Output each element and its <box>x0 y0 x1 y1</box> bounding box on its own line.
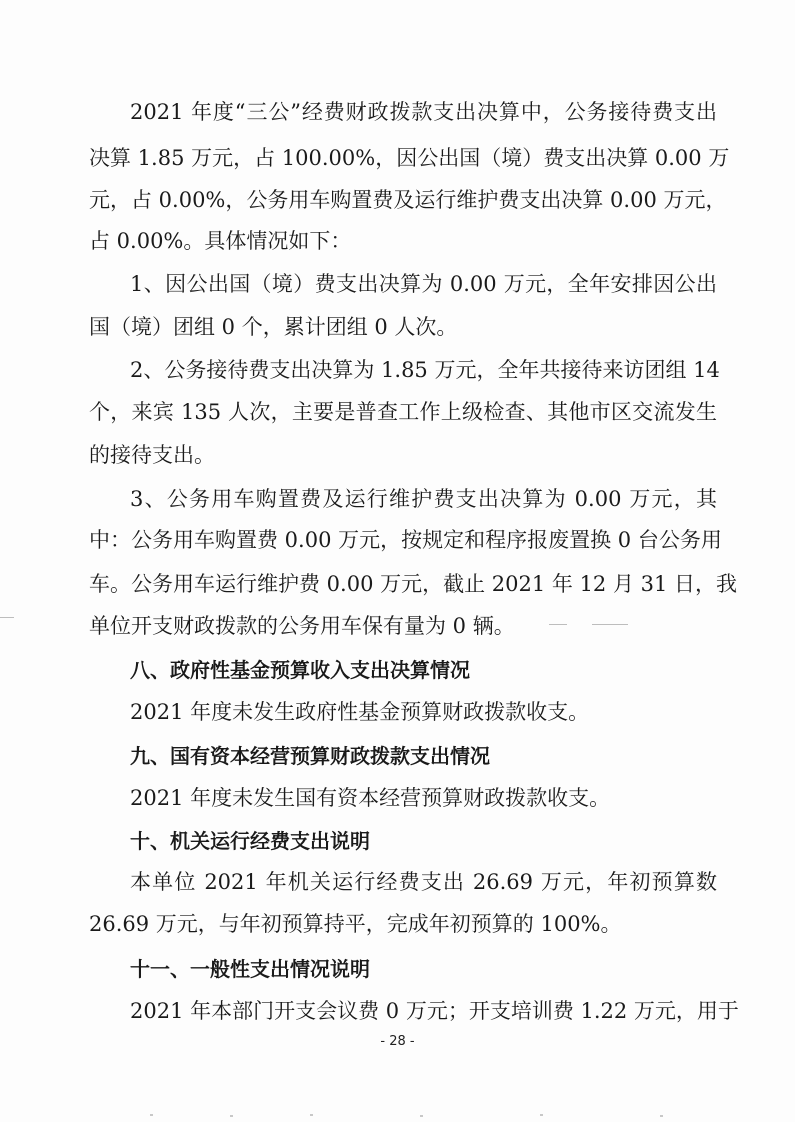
paragraph-line: 2021 年度未发生政府性基金预算财政拨款收支。 <box>130 700 590 724</box>
paragraph-line: 元，占 0.00%，公务用车购置费及运行维护费支出决算 0.00 万元， <box>89 188 727 212</box>
paragraph-line: 车。公务用车运行维护费 0.00 万元，截止 2021 年 12 月 31 日，我 <box>89 572 738 596</box>
paragraph-line: 国（境）团组 0 个，累计团组 0 人次。 <box>89 315 458 339</box>
paragraph-line: 本单位 2021 年机关运行经费支出 26.69 万元，年初预算数 <box>130 870 717 894</box>
paragraph-line: 占 0.00%。具体情况如下： <box>89 229 352 253</box>
paragraph-line: 3、公务用车购置费及运行维护费支出决算为 0.00 万元，其 <box>130 487 717 511</box>
scan-artifact <box>660 1115 663 1117</box>
paragraph-line: 2、公务接待费支出决算为 1.85 万元，全年共接待来访团组 14 <box>130 358 720 382</box>
paragraph-line: 决算 1.85 万元，占 100.00%，因公出国（境）费支出决算 0.00 万 <box>89 146 730 170</box>
paragraph-line: 26.69 万元，与年初预算持平，完成年初预算的 100%。 <box>89 912 622 936</box>
paragraph-line: 的接待支出。 <box>89 443 215 467</box>
section-heading-11: 十一、一般性支出情况说明 <box>130 957 370 981</box>
paragraph-line: 1、因公出国（境）费支出决算为 0.00 万元，全年安排因公出 <box>130 272 717 296</box>
scan-artifact <box>150 1114 153 1116</box>
paragraph-line: 2021 年度“三公”经费财政拨款支出决算中，公务接待费支出 <box>130 100 717 124</box>
scan-artifact <box>230 1115 233 1117</box>
scan-artifact <box>310 1114 313 1116</box>
section-heading-8: 八、政府性基金预算收入支出决算情况 <box>130 658 470 682</box>
paragraph-line: 2021 年本部门开支会议费 0 万元；开支培训费 1.22 万元，用于 <box>130 999 739 1023</box>
page-number: - 28 - <box>380 1034 415 1049</box>
paragraph-line: 2021 年度未发生国有资本经营预算财政拨款收支。 <box>130 786 611 810</box>
paragraph-line: 中：公务用车购置费 0.00 万元，按规定和程序报废置换 0 台公务用 <box>89 528 722 552</box>
scan-artifact <box>592 624 628 625</box>
scan-artifact <box>549 624 567 625</box>
scan-artifact <box>540 1114 543 1116</box>
section-heading-9: 九、国有资本经营预算财政拨款支出情况 <box>130 744 490 768</box>
paragraph-line: 单位开支财政拨款的公务用车保有量为 0 辆。 <box>89 614 515 638</box>
scan-artifact <box>0 617 14 618</box>
paragraph-line: 个，来宾 135 人次，主要是普查工作上级检查、其他市区交流发生 <box>89 400 717 424</box>
scan-artifact <box>420 1115 423 1117</box>
section-heading-10: 十、机关运行经费支出说明 <box>130 829 370 853</box>
